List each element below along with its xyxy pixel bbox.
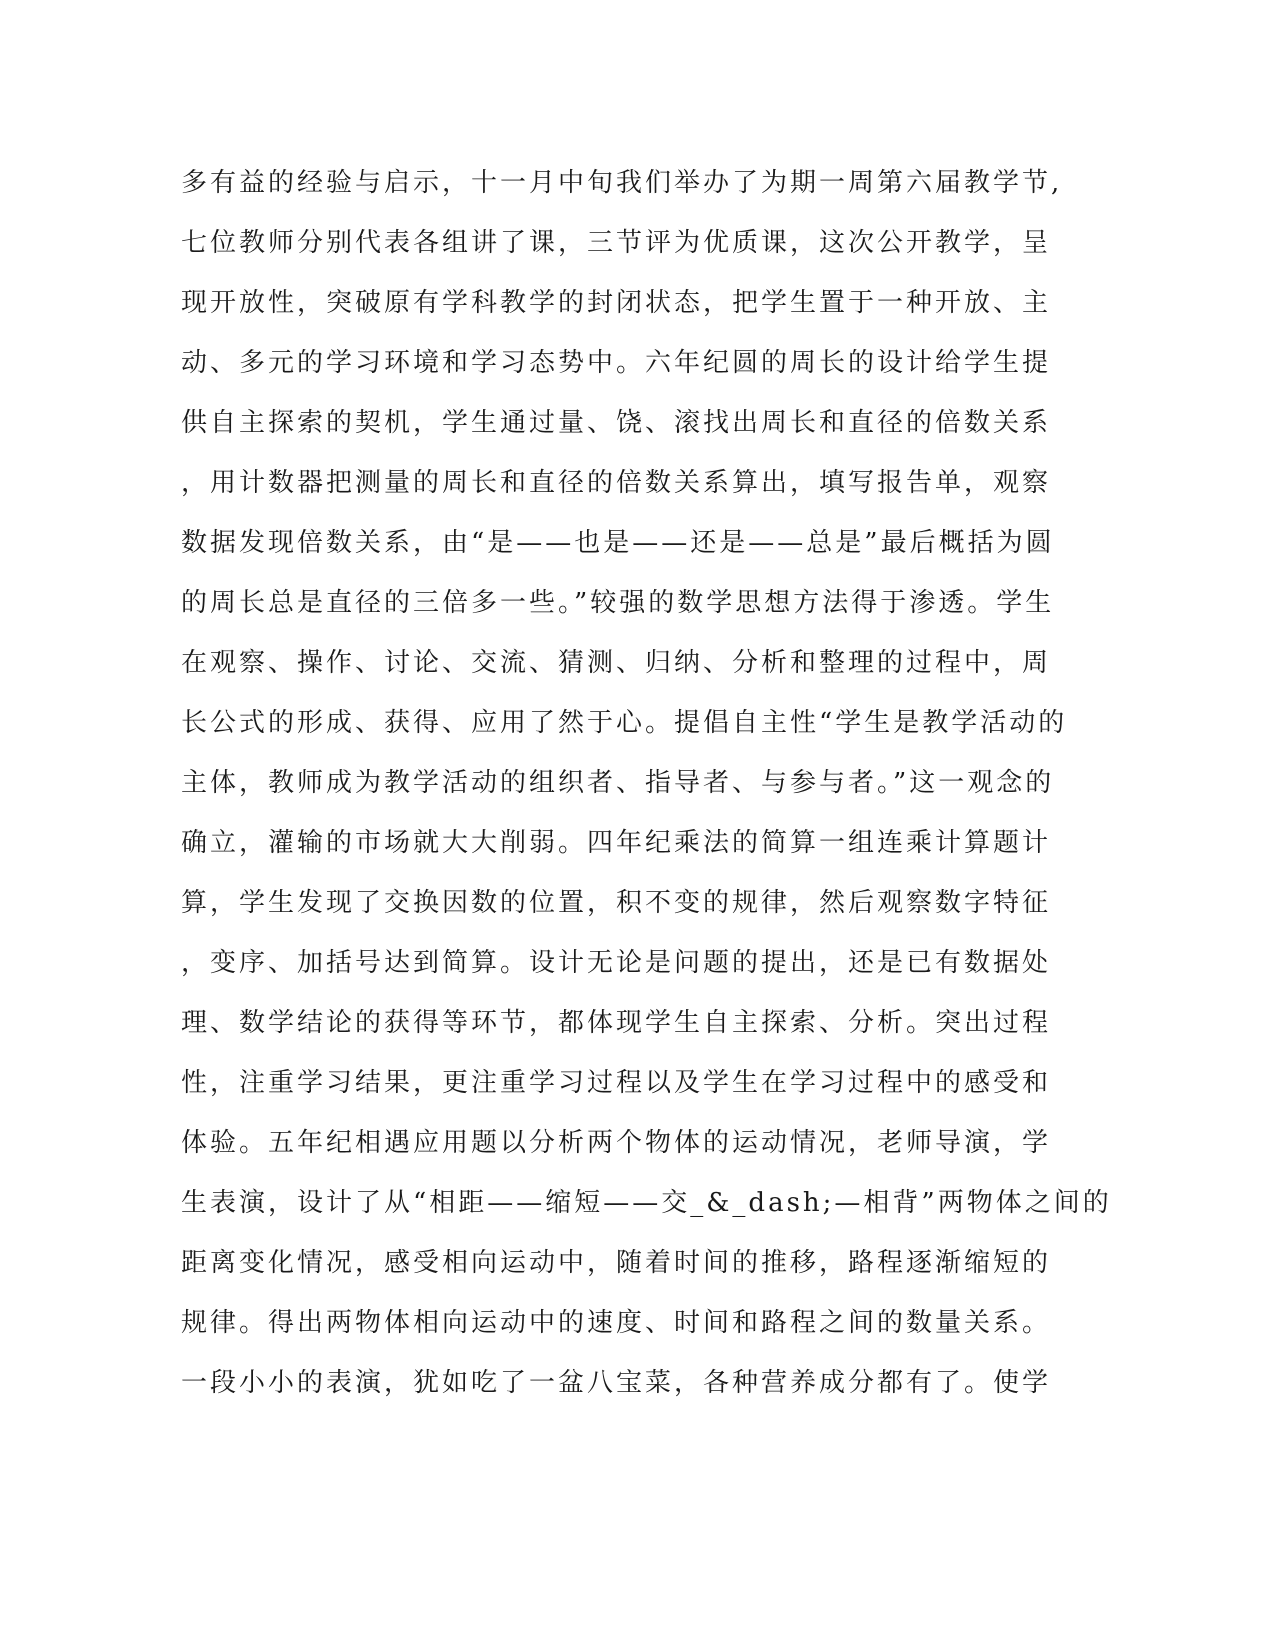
- text-line: 理、数学结论的获得等环节，都体现学生自主探索、分析。突出过程: [181, 1008, 1052, 1038]
- text-line: 主体，教师成为教学活动的组织者、指导者、与参与者。”这一观念的: [181, 768, 1055, 798]
- text-line: ，变序、加括号达到简算。设计无论是问题的提出，还是已有数据处: [181, 948, 1052, 978]
- text-line: 确立，灌输的市场就大大削弱。四年纪乘法的简算一组连乘计算题计: [181, 828, 1052, 858]
- text-line: 多有益的经验与启示，十一月中旬我们举办了为期一周第六届教学节,: [181, 168, 1063, 198]
- text-line: 的周长总是直径的三倍多一些。”较强的数学思想方法得于渗透。学生: [181, 588, 1055, 618]
- text-line: 距离变化情况，感受相向运动中，随着时间的推移，路程逐渐缩短的: [181, 1248, 1052, 1278]
- text-line: 规律。得出两物体相向运动中的速度、时间和路程之间的数量关系。: [181, 1308, 1052, 1338]
- body-text: [181, 153, 1112, 1413]
- text-line: 供自主探索的契机，学生通过量、饶、滚找出周长和直径的倍数关系: [181, 408, 1052, 438]
- text-line: 现开放性，突破原有学科教学的封闭状态，把学生置于一种开放、主: [181, 288, 1052, 318]
- text-line: 生表演，设计了从“相距——缩短——交_&_dash;—相背”两物体之间的: [181, 1188, 1112, 1218]
- text-line: 长公式的形成、获得、应用了然于心。提倡自主性“学生是教学活动的: [181, 708, 1068, 738]
- text-line: 算，学生发现了交换因数的位置，积不变的规律，然后观察数字特征: [181, 888, 1052, 918]
- text-line: 数据发现倍数关系，由“是——也是——还是——总是”最后概括为圆: [181, 528, 1055, 558]
- text-line: 在观察、操作、讨论、交流、猜测、归纳、分析和整理的过程中，周: [181, 648, 1052, 678]
- text-line: 七位教师分别代表各组讲了课，三节评为优质课，这次公开教学，呈: [181, 228, 1052, 258]
- text-line: 性，注重学习结果，更注重学习过程以及学生在学习过程中的感受和: [181, 1068, 1052, 1098]
- text-line: 动、多元的学习环境和学习态势中。六年纪圆的周长的设计给学生提: [181, 348, 1052, 378]
- text-line: ，用计数器把测量的周长和直径的倍数关系算出，填写报告单，观察: [181, 468, 1052, 498]
- text-line: 一段小小的表演，犹如吃了一盆八宝菜，各种营养成分都有了。使学: [181, 1368, 1052, 1398]
- text-line: 体验。五年纪相遇应用题以分析两个物体的运动情况，老师导演，学: [181, 1128, 1052, 1158]
